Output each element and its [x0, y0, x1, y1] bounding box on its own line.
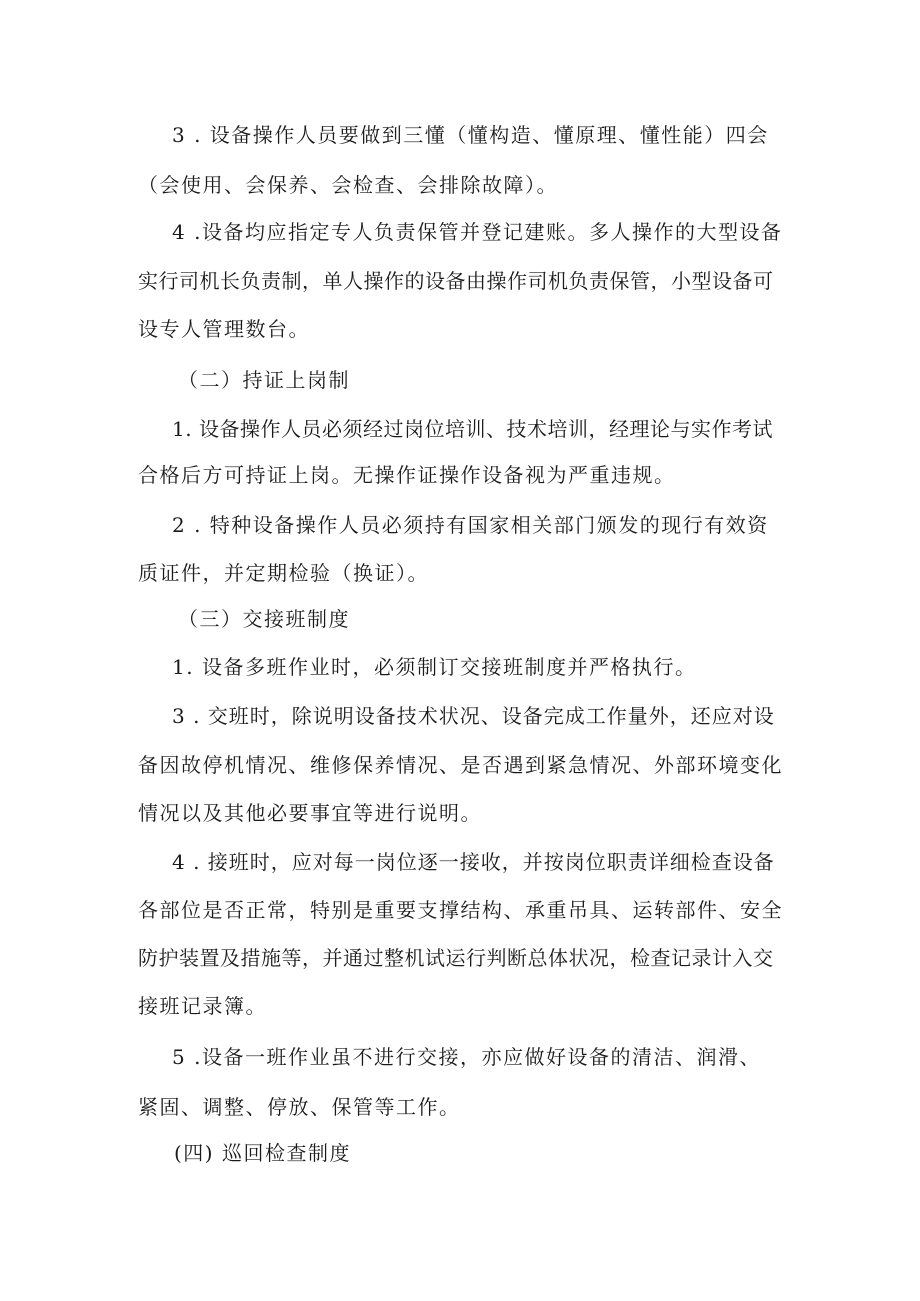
paragraph-2-2-line-2: 质证件，并定期检验（换证）。: [138, 561, 429, 585]
paragraph-4-line-1: 4 .设备均应指定专人负责保管并登记建账。多人操作的大型设备: [172, 220, 783, 244]
paragraph-3-4-line-4: 接班记录簿。: [138, 994, 267, 1018]
paragraph-3-1-line-1: 1. 设备多班作业时，必须制订交接班制度并严格执行。: [172, 655, 697, 679]
paragraph-3-3-line-1: 3 . 交班时，除说明设备技术状况、设备完成工作量外，还应对设: [172, 704, 775, 728]
paragraph-2-1-line-1: 1. 设备操作人员必须经过岗位培训、技术培训，经理论与实作考试: [172, 417, 773, 441]
paragraph-3-4-line-3: 防护装置及措施等，并通过整机试运行判断总体状况，检查记录计入交: [138, 946, 774, 970]
paragraph-3-4-line-2: 各部位是否正常，特别是重要支撑结构、承重吊具、运转部件、安全: [138, 898, 783, 922]
paragraph-3-5-line-1: 5 .设备一班作业虽不进行交接，亦应做好设备的清洁、润滑、: [172, 1045, 761, 1069]
paragraph-3-4-line-1: 4 . 接班时，应对每一岗位逐一接收，并按岗位职责详细检查设备: [172, 850, 775, 874]
paragraph-4-line-3: 设专人管理数台。: [138, 317, 310, 341]
paragraph-3-line-2: （会使用、会保养、会检查、会排除故障）。: [138, 173, 558, 197]
paragraph-4-line-2: 实行司机长负责制，单人操作的设备由操作司机负责保管，小型设备可: [138, 269, 774, 293]
paragraph-3-line-1: 3 . 设备操作人员要做到三懂（懂构造、懂原理、懂性能）四会: [172, 123, 769, 147]
section-heading-4: (四) 巡回检查制度: [174, 1141, 351, 1165]
paragraph-2-1-line-2: 合格后方可持证上岗。无操作证操作设备视为严重违规。: [138, 463, 676, 487]
section-heading-2: （二）持证上岗制: [178, 368, 350, 392]
paragraph-3-5-line-2: 紧固、调整、停放、保管等工作。: [138, 1095, 461, 1119]
paragraph-3-3-line-2: 备因故停机情况、维修保养情况、是否遇到紧急情况、外部环境变化: [138, 753, 783, 777]
paragraph-2-2-line-1: 2 . 特种设备操作人员必须持有国家相关部门颁发的现行有效资: [172, 513, 769, 537]
paragraph-3-3-line-3: 情况以及其他必要事宜等进行说明。: [138, 801, 482, 825]
section-heading-3: （三）交接班制度: [178, 607, 350, 631]
